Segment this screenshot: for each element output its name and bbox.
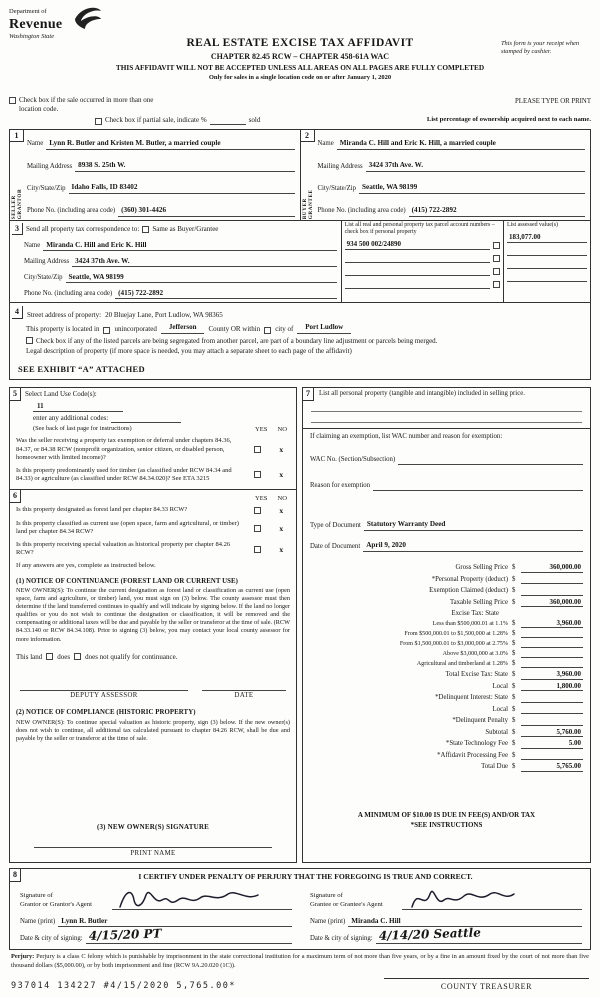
financial-row-label: Exemption Claimed (deduct) [429,587,508,595]
land-use-label: Select Land Use Code(s): [25,390,97,399]
section-8-signatures [9,868,591,950]
financial-row-label: *Delinquent Interest: State [435,694,508,702]
section-7-number: 7 [303,388,314,401]
land-use-code-value: 11 [33,402,123,413]
parcel-number-value: 934 500 002/24890 [345,240,490,250]
question-text: Is this property receiving special valuation as historical property per chapter 84.26 RCW? [16,541,231,557]
parcel-number-field-4[interactable] [345,288,490,289]
dollar-sign: $ [512,619,516,627]
notice-continuance-body: NEW OWNER(S): To continue the current designation as forest land or classification as current use (open space, farm and agriculture, or timber) land, you must sign on (3) below. The county assessor must then determine if the land transferred continues to qualify and will indicate by signing below. If the land no longer qualifies or you do not wish to continue the designation or classification, it will be removed and the compensating or additional taxes will be due and payable by the seller or transferor at the time of sale. (RCW 84.33.140 or RCW 84.34.108). Prior to signing (3) below, you may contact your local county assessor for more information. [16,586,290,643]
wac-number-label: WAC No. (Section/Subsection) [310,455,396,463]
financial-row [310,658,583,668]
assessed-header: List assessed value(s) [506,221,559,228]
buyer-phone-label: Phone No. (including area code) [317,207,406,215]
form-header [9,8,591,94]
dollar-sign: $ [512,587,516,595]
buyer-name-label: Name [317,140,334,148]
does-not-label: does not qualify for continuance. [85,652,178,661]
section-7-column [302,387,591,863]
buyer-name-value: Miranda C. Hill and Eric K. Hill, a married couple [337,139,585,150]
financial-row-label: Less than $500,000.01 at 1.1% [432,620,508,627]
dollar-sign: $ [512,649,516,657]
personal-property-checkbox-4[interactable] [493,281,500,288]
ownership-percentage-label: List percentage of ownership acquired next to each name. [426,116,591,124]
wac-number-field[interactable] [398,463,583,465]
legal-description-label: Legal description of property (if more space is needed, you may attach a separate sheet to each page of the affidavit) [26,347,352,356]
parcel-numbers-column [341,221,503,303]
financial-row-value: 5,760.00 [521,728,583,738]
see-instructions-text: *SEE INSTRUCTIONS [410,820,483,829]
grantee-name-value: Miranda C. Hill [348,917,582,928]
grantor-signature-field[interactable] [112,886,292,910]
partial-sale-percent-field[interactable] [210,117,246,125]
financial-rows [310,561,583,772]
section-1-number: 1 [10,130,24,143]
section-5-number: 5 [10,388,21,401]
dollar-sign: $ [512,629,516,637]
city-of-label: city of [275,325,294,334]
qualify-line [16,653,290,662]
section-6-designations [9,489,297,863]
corr-address-label: Mailing Address [24,258,70,266]
financial-row-value[interactable] [521,657,583,658]
unincorporated-checkbox[interactable] [103,327,110,334]
financial-row [310,584,583,596]
financial-row-label: Agricultural and timberland at 1.28% [416,660,508,667]
financial-row-value[interactable] [521,713,583,714]
deputy-date-field[interactable] [202,679,286,691]
financial-row-value: 5,765.00 [521,762,583,772]
partial-sale-label: Check box if partial sale, indicate % [105,116,207,125]
financial-row-value[interactable] [521,667,583,668]
seller-city-label: City/State/Zip [27,184,66,192]
additional-codes-field[interactable] [111,415,181,423]
grantee-sig-label-2: Grantee or Grantee's Agent [310,900,383,908]
dollar-sign: $ [512,564,516,572]
seller-address-value: 8938 S. 25th W. [75,161,294,172]
financial-row-label: Subtotal [485,728,508,736]
additional-codes-label: enter any additional codes: [33,414,109,423]
certify-statement: I CERTIFY UNDER PENALTY OF PERJURY THAT THE FOREGOING IS TRUE AND CORRECT. [138,872,473,882]
seller-address-label: Mailing Address [27,162,73,170]
this-land-label: This land [16,652,43,661]
new-owner-signature-label: (3) NEW OWNER(S) SIGNATURE [96,823,210,832]
doc-date-value: April 9, 2020 [363,541,583,552]
financial-row-value: 5.00 [521,739,583,749]
question-text: Is this property classified as current use (open space, farm and agricultural, or timber) land per chapter 84.34 RCW? [16,519,239,536]
financial-row-value: 3,960.00 [521,619,583,629]
segregated-checkbox[interactable] [26,337,33,344]
buyer-address-label: Mailing Address [317,162,363,170]
corr-phone-value: (415) 722-2892 [115,289,336,300]
deputy-assessor-label: DEPUTY ASSESSOR [70,692,138,700]
minimum-fee-text: A MINIMUM OF $10.00 IS DUE IN FEE(S) AND/OR TAX [357,810,536,819]
does-qualify-checkbox[interactable] [46,653,53,660]
financial-row [310,680,583,692]
grantee-date-value: 4/14/20 Seattle [378,924,481,943]
financial-row-value[interactable] [521,702,583,703]
new-owner-signature-field[interactable] [34,834,272,848]
grantor-name-label: Name (print) [20,918,56,926]
section-5-land-use [9,387,297,490]
does-label: does [57,652,71,661]
seller-phone-label: Phone No. (including area code) [27,207,116,215]
pre-row-2 [9,116,591,125]
print-name-label: PRINT NAME [130,849,176,857]
seller-name-value: Lynn R. Butler and Kristen M. Butler, a married couple [46,139,294,150]
perjury-label: Perjury: [11,953,35,961]
financial-row-value[interactable] [521,637,583,638]
grantee-date-label: Date & city of signing: [310,935,373,943]
historic-yes-checkbox[interactable] [254,546,261,553]
dollar-sign: $ [512,682,516,690]
please-type-or-print-label: PLEASE TYPE OR PRINT [515,98,591,105]
grantor-sig-label-2: Grantor or Grantor's Agent [20,900,92,908]
minimum-fee-note [310,810,583,830]
buyer-section [301,130,591,220]
section-3-correspondence [10,220,590,303]
financial-row [310,714,583,726]
financial-row [310,573,583,585]
financial-row [310,596,583,608]
grantor-vertical-label: GRANTOR [17,188,23,220]
financial-row-value: 360,000.00 [521,563,583,573]
financial-row-label: From $1,500,000.01 to $3,000,000 at 2.75% [399,640,508,647]
footer [9,978,591,992]
financial-row-value: 3,960.00 [521,670,583,680]
city-of-checkbox[interactable] [264,327,271,334]
seller-city-value: Idaho Falls, ID 83402 [69,183,295,194]
financial-row [310,760,583,772]
logo-revenue-text: Revenue [9,16,63,32]
does-not-qualify-checkbox[interactable] [74,653,81,660]
financial-row [310,618,583,628]
dollar-sign: $ [512,763,516,771]
financial-row [310,561,583,573]
buyer-vertical-label: BUYER [301,198,308,220]
financial-row-label: *Personal Property (deduct) [431,575,508,583]
current-use-no-answer: x [279,523,284,533]
financial-row [310,648,583,658]
timber-no-answer: x [279,470,284,480]
notice-compliance-body: NEW OWNER(S): To continue special valuation as historic property, sign (3) below. If the new owner(s) does not wish to continue, all additional tax calculated pursuant to chapter 84.26 RCW, shall be due and payable by the seller or transferor at the time of sale. [16,718,290,742]
timber-yes-checkbox[interactable] [254,471,261,478]
financial-row [310,703,583,715]
doc-date-label: Date of Document [310,542,361,550]
no-column-header: NO [277,494,287,502]
reason-exemption-field[interactable] [373,489,583,491]
personal-property-checkbox-3[interactable] [493,268,500,275]
exemption-no-answer: x [279,445,284,455]
seller-vertical-label: SELLER [11,195,17,220]
financial-row-label: Total Excise Tax: State [445,671,508,679]
grantor-sig-label-1: Signature of [20,891,53,899]
financial-row-value[interactable] [521,647,583,648]
question-row [10,538,296,559]
deputy-assessor-signature-field[interactable] [20,679,188,691]
financial-row-label: Local [492,705,508,713]
financial-row-label: Gross Selling Price [455,564,508,572]
question-row [10,464,296,485]
forest-no-answer: x [279,505,284,515]
seller-name-label: Name [27,140,44,148]
corr-name-label: Name [24,242,41,250]
perjury-notice [9,953,591,969]
form-only-note: Only for sales in a single location code on or after January 1, 2020 [208,73,392,81]
deputy-assessor-row [20,679,286,700]
grantee-signature-block [300,882,590,946]
question-text: Was the seller receiving a property tax exemption or deferral under chapters 84.36, 84.37, or 84.38 RCW (nonprofit organization, senior citizen, or disabled person, homeowner with limited income)? [16,437,232,461]
question-row [10,517,296,538]
personal-property-line-2[interactable] [311,412,582,423]
forest-yes-checkbox[interactable] [254,507,261,514]
buyer-phone-value: (415) 722-2892 [409,206,585,217]
unincorporated-label: unincorporated [114,325,157,334]
financial-row [310,737,583,749]
legal-description-value: SEE EXHIBIT “A” ATTACHED [18,363,145,374]
multi-location-label: Check box if the sale occurred in more than one location code. [19,96,154,113]
financial-row [310,668,583,680]
street-address-value: 20 Bluejay Lane, Port Ludlow, WA 98365 [105,310,223,319]
dollar-sign: $ [512,671,516,679]
no-column-header: NO [277,426,287,434]
section-8-number: 8 [10,869,21,882]
dollar-sign: $ [512,575,516,583]
financial-row-value: 1,800.00 [521,682,583,692]
logo-dept-text: Department of [9,8,47,15]
grantor-name-value: Lynn R. Butler [58,917,292,928]
financial-row-label: Above $3,000,000 at 3.0% [442,650,508,657]
financial-row [310,628,583,638]
financial-row-value[interactable] [521,583,583,584]
financial-row [310,691,583,703]
seller-section [10,130,301,220]
county-or-label: County OR within [208,325,261,334]
deputy-date-label: DATE [234,692,254,700]
assessed-value: 183,077.00 [507,233,587,243]
dollar-sign: $ [512,639,516,647]
grantor-date-value: 4/15/20 PT [88,925,162,943]
question-row [10,503,296,517]
multi-location-checkbox[interactable] [9,97,16,104]
city-value: Port Ludlow [297,323,351,334]
grantee-sig-label-1: Signature of [310,891,343,899]
pre-row-1 [9,96,591,113]
grantor-signature-scribble [114,885,264,913]
question-row [10,434,296,463]
personal-property-label: List all personal property (tangible and intangible) included in selling price. [319,390,525,398]
corr-phone-label: Phone No. (including area code) [24,290,113,298]
section-4-property [10,302,590,379]
grantee-vertical-label: GRANTEE [307,189,314,220]
perjury-text: Perjury is a class C felony which is punishable by imprisonment in the state correctional institution for a maximum term of not more than five years, or by a fine in an amount fixed by the court of not more than five thousand dollars ($5,000.00), or by both imprisonment and fine (RCW 9A.20.020 (1C)). [11,953,589,969]
mid-columns [9,387,591,863]
corr-city-label: City/State/Zip [24,274,63,282]
financial-row-label: Taxable Selling Price [449,598,508,606]
exemption-intro: If claiming an exemption, list WAC number and reason for exemption: [310,432,503,440]
financial-row-value: 360,000.00 [521,598,583,608]
grantor-date-label: Date & city of signing: [20,935,83,943]
grantee-signature-field[interactable] [402,886,582,910]
corr-address-value: 3424 37th Ave. W. [72,257,336,268]
same-as-buyer-label: Same as Buyer/Grantee [152,224,219,233]
financial-row-label: Total Due [481,763,508,771]
financial-row-label: *Delinquent Penalty [452,717,508,725]
partial-sale-suffix: sold [248,116,261,125]
personal-property-line-1[interactable] [311,401,582,412]
revenue-swoosh-icon [73,5,103,31]
partial-sale-checkbox[interactable] [95,118,102,125]
buyer-city-label: City/State/Zip [317,184,357,192]
dollar-sign: $ [512,598,516,606]
question-text: Is this property predominantly used for timber (as classified under RCW 84.34 and 84.33) or agriculture (as classified under RCW 84.34.020)? See ETA 3215 [16,466,232,482]
assessed-value-field-4[interactable] [507,281,587,282]
exemption-yes-checkbox[interactable] [254,446,261,453]
yes-column-header: YES [255,494,268,502]
financial-row-label: Excise Tax: State [451,609,499,617]
personal-property-checkbox-2[interactable] [493,255,500,262]
corr-name-value: Miranda C. Hill and Eric K. Hill [43,241,336,252]
historic-no-answer: x [279,544,284,554]
financial-row-label: From $500,000.01 to $1,500,000 at 1.28% [404,630,508,637]
section-2-number: 2 [301,130,315,143]
dollar-sign: $ [512,717,516,725]
parcel-header: List all real and personal property tax parcel account numbers – check box if personal property [344,221,495,235]
question-text: Is this property designated as forest land per chapter 84.33 RCW? [16,506,188,514]
doc-type-value: Statutory Warranty Deed [364,520,583,531]
dollar-sign: $ [512,751,516,759]
yes-column-header: YES [255,426,268,434]
receipt-note: This form is your receipt when stamped by cashier. [501,40,580,56]
section-4-number: 4 [12,306,23,319]
dept-of-revenue-logo [9,8,139,41]
dollar-sign: $ [512,740,516,748]
section-6-number: 6 [10,490,21,503]
current-use-yes-checkbox[interactable] [254,525,261,532]
buyer-city-value: Seattle, WA 98199 [359,183,585,194]
section-3-number: 3 [12,223,23,236]
form-chapter: CHAPTER 82.45 RCW – CHAPTER 458-61A WAC [210,52,390,62]
reason-exemption-label: Reason for exemption [310,481,371,489]
seller-phone-value: (360) 301-4426 [118,206,294,217]
buyer-address-value: 3424 37th Ave. W. [366,161,585,172]
county-treasurer-label: COUNTY TREASURER [384,978,589,992]
corr-city-value: Seattle, WA 98199 [66,273,337,284]
financial-row-label: Local [492,682,508,690]
form-warning: THIS AFFIDAVIT WILL NOT BE ACCEPTED UNLESS ALL AREAS ON ALL PAGES ARE FULLY COMPLETED [115,62,485,72]
see-back-note: (See back of last page for instructions) [33,424,132,432]
notice-continuance-title: (1) NOTICE OF CONTINUANCE (FOREST LAND OR CURRENT USE) [16,577,239,585]
located-in-label: This property is located in [26,325,100,334]
financial-row [310,749,583,761]
personal-property-checkbox-1[interactable] [493,242,500,249]
parties-row [10,130,590,220]
dollar-sign: $ [512,694,516,702]
form-title: REAL ESTATE EXCISE TAX AFFIDAVIT [186,37,414,49]
financial-row-value[interactable] [521,759,583,760]
dollar-sign: $ [512,728,516,736]
if-yes-note: If any answers are yes, complete as instructed below. [16,562,156,570]
notice-compliance-title: (2) NOTICE OF COMPLIANCE (HISTORIC PROPERTY) [16,709,196,717]
financial-row-value[interactable] [521,595,583,596]
financial-row-label: *Affidavit Processing Fee [437,751,508,759]
assessed-values-column [503,221,590,303]
same-as-buyer-checkbox[interactable] [142,226,149,233]
financial-row [310,638,583,648]
send-correspondence-label: Send all property tax correspondence to: [26,224,140,233]
county-value: Jefferson [161,323,205,334]
financial-row [310,607,583,618]
grantee-name-label: Name (print) [310,918,346,926]
grantee-signature-scribble [404,885,524,913]
grantor-signature-block [10,882,300,946]
doc-type-label: Type of Document [310,521,361,529]
financial-row [310,726,583,738]
financial-row-value[interactable] [521,725,583,726]
financial-row-label: *State Technology Fee [445,740,508,748]
street-address-label: Street address of property: [27,310,102,319]
dollar-sign: $ [512,705,516,713]
segregated-label: Check box if any of the listed parcels are being segregated from another parcel, are part of a boundary line adjustment or parcels being merged. [36,336,438,345]
dollar-sign: $ [512,659,516,667]
cashier-stamp: 937014 134227 #4/15/2020 5,765.00* [11,981,236,992]
logo-state-text: Washington State [9,33,55,40]
main-form-box [9,129,591,380]
